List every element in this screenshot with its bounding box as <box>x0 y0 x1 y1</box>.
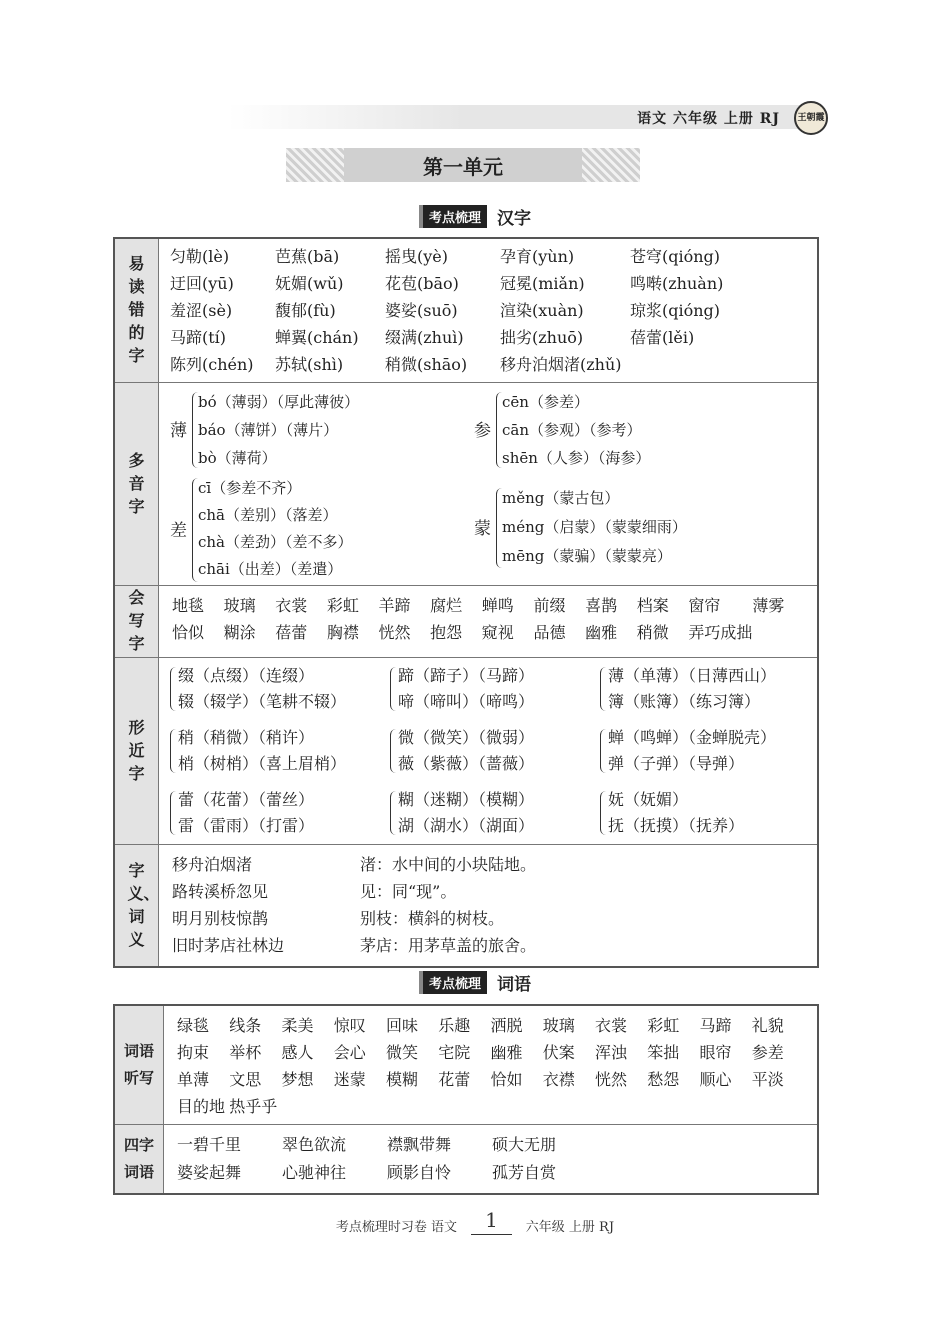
similar-line: 微（微笑）（微弱） <box>398 728 535 747</box>
unit-title-band <box>286 148 640 182</box>
dictation-word: 宅院 <box>438 1043 471 1062</box>
dictation-word <box>752 1094 804 1119</box>
poly-line: shēn（人参）（海参） <box>502 449 651 467</box>
similar-line: 啼（啼叫）（啼鸣） <box>398 692 535 711</box>
misread-item: 琼浆(qióng) <box>630 301 721 320</box>
similar-line: 弹（子弹）（导弹） <box>608 754 745 773</box>
can-write-word: 地毯 <box>172 596 205 615</box>
similar-line: 薇（紫薇）（蔷薇） <box>398 754 535 773</box>
dictation-word <box>282 1094 334 1119</box>
misread-item: 渲染(xuàn) <box>500 301 584 320</box>
misread-item: 婆娑(suō) <box>385 301 458 320</box>
row-idioms <box>114 1125 818 1195</box>
poly-line: cēn（参差） <box>502 393 589 411</box>
brand-seal: 王朝霞 <box>794 101 828 135</box>
dictation-word <box>491 1094 543 1119</box>
similar-line: 雷（雷雨）（打雷） <box>178 816 315 835</box>
similar-line: 辍（辍学）（笔耕不辍） <box>178 692 347 711</box>
similar-grid <box>160 659 816 843</box>
poly-line: mēng（蒙骗）（蒙蒙亮） <box>502 547 672 565</box>
row-polyphonic <box>114 383 818 586</box>
row-label: 易读错的字 <box>128 256 145 365</box>
misread-item: 冠冕(miǎn) <box>500 274 585 293</box>
meaning-text: 渚：水中间的小块陆地。 <box>360 855 537 874</box>
dictation-word: 迷蒙 <box>333 1070 366 1089</box>
dictation-word: 线条 <box>229 1016 262 1035</box>
idiom-word: 翠色欲流 <box>282 1135 347 1154</box>
header-text: 语文 六年级 上册 RJ <box>637 111 780 127</box>
row-can-write <box>114 586 818 658</box>
poly-char: 薄 <box>170 421 187 441</box>
row-easy-misread <box>114 238 818 383</box>
poly-char: 蒙 <box>474 519 491 539</box>
ciyu-table <box>113 1004 819 1195</box>
idiom-word: 顾影自怜 <box>387 1163 452 1182</box>
section-title: 词语 <box>497 975 531 994</box>
poly-line: báo（薄饼）（薄片） <box>198 421 339 439</box>
dictation-word: 绿毯 <box>177 1016 210 1035</box>
page-number: 1 <box>471 1208 512 1235</box>
dictation-word: 微笑 <box>386 1043 419 1062</box>
similar-line: 簿（账簿）（练习簿） <box>608 692 761 711</box>
dictation-word: 愁怨 <box>647 1070 680 1089</box>
poly-line: chā（差别）（落差） <box>198 506 338 524</box>
can-write-word: 腐烂 <box>430 596 463 615</box>
misread-item: 陈列(chén) <box>170 355 254 374</box>
similar-line: 薄（单薄）（日薄西山） <box>608 666 777 685</box>
dictation-grid <box>165 1007 816 1123</box>
similar-line: 稍（稍微）（稍许） <box>178 728 315 747</box>
dictation-word: 目的地 <box>177 1097 226 1116</box>
dictation-word: 礼貌 <box>751 1016 784 1035</box>
can-write-word: 玻璃 <box>223 596 256 615</box>
dictation-word: 衣襟 <box>542 1070 575 1089</box>
dictation-word: 热乎乎 <box>229 1097 278 1116</box>
meaning-text: 别枝：横斜的树枝。 <box>360 909 505 928</box>
misread-item: 马蹄(tí) <box>170 328 227 347</box>
similar-line: 蹄（蹄子）（马蹄） <box>398 666 535 685</box>
misread-item: 苏轼(shì) <box>275 355 344 374</box>
can-write-word: 窥视 <box>481 623 514 642</box>
section-heading-ciyu <box>0 970 950 995</box>
dictation-word: 恍然 <box>595 1070 628 1089</box>
can-write-word: 品德 <box>533 623 566 642</box>
dictation-word: 惊叹 <box>333 1016 366 1035</box>
dictation-word <box>386 1094 438 1119</box>
page-footer <box>0 1208 950 1235</box>
poly-line: bò（薄荷） <box>198 449 277 467</box>
similar-line: 湖（湖水）（湖面） <box>398 816 535 835</box>
hanzi-table <box>113 237 819 968</box>
misread-item: 摇曳(yè) <box>385 247 448 266</box>
row-label: 会写字 <box>128 590 145 653</box>
can-write-word <box>752 620 804 645</box>
can-write-word: 蓓蕾 <box>275 623 308 642</box>
can-write-word: 窗帘 <box>688 596 721 615</box>
unit-title: 第一单元 <box>344 148 582 182</box>
dictation-word: 拘束 <box>177 1043 210 1062</box>
misread-item: 孕育(yùn) <box>500 247 575 266</box>
can-write-word: 前缀 <box>533 596 566 615</box>
misread-grid <box>160 240 816 381</box>
similar-line: 缀（点缀）（连缀） <box>178 666 315 685</box>
misread-item: 馥郁(fù) <box>275 301 336 320</box>
row-label: 词语听写 <box>123 1043 154 1087</box>
idiom-word: 襟飘带舞 <box>387 1135 452 1154</box>
dictation-word: 眼帘 <box>699 1043 732 1062</box>
misread-item: 花苞(bāo) <box>385 274 459 293</box>
section-title: 汉字 <box>497 209 531 228</box>
dictation-word: 伏案 <box>542 1043 575 1062</box>
similar-pair <box>388 787 598 839</box>
dictation-word: 回味 <box>386 1016 419 1035</box>
dictation-word: 平淡 <box>751 1070 784 1089</box>
meaning-text: 见：同“现”。 <box>360 882 457 901</box>
dictation-word: 会心 <box>333 1043 366 1062</box>
idiom-word: 硕大无朋 <box>492 1135 557 1154</box>
similar-line: 梢（树梢）（喜上眉梢） <box>178 754 347 773</box>
dictation-word: 衣裳 <box>595 1016 628 1035</box>
misread-item <box>630 352 780 377</box>
row-meanings <box>114 845 818 968</box>
dictation-word: 花蕾 <box>438 1070 471 1089</box>
similar-pair <box>598 725 808 777</box>
dictation-word: 浑浊 <box>595 1043 628 1062</box>
misread-item: 拙劣(zhuō) <box>500 328 584 347</box>
misread-item: 迂回(yū) <box>170 274 234 293</box>
can-write-word: 衣裳 <box>275 596 308 615</box>
footer-right: 六年级 上册 RJ <box>525 1220 615 1235</box>
can-write-word: 幽雅 <box>585 623 618 642</box>
misread-item: 匀勒(lè) <box>170 247 230 266</box>
similar-pair <box>598 663 808 715</box>
dictation-word: 彩虹 <box>647 1016 680 1035</box>
can-write-word: 薄雾 <box>752 596 785 615</box>
dictation-word <box>647 1094 699 1119</box>
row-label: 四字词语 <box>123 1137 154 1181</box>
misread-item: 缀满(zhuì) <box>385 328 464 347</box>
misread-item: 蝉翼(chán) <box>275 328 359 347</box>
row-label: 多音字 <box>128 452 145 516</box>
row-label: 字义、词义 <box>127 862 160 949</box>
misread-item: 芭蕉(bā) <box>275 247 340 266</box>
dictation-word: 玻璃 <box>542 1016 575 1035</box>
poly-char: 差 <box>170 521 187 541</box>
similar-pair <box>168 663 388 715</box>
similar-pair <box>388 725 598 777</box>
similar-pair <box>168 725 388 777</box>
dictation-word <box>334 1094 386 1119</box>
section-badge: 考点梳理 <box>419 205 487 228</box>
dictation-word: 洒脱 <box>490 1016 523 1035</box>
can-write-word: 喜鹊 <box>585 596 618 615</box>
poem-line: 路转溪桥忽见 <box>172 882 269 901</box>
poem-line: 移舟泊烟渚 <box>172 855 253 874</box>
can-write-word: 羊蹄 <box>378 596 411 615</box>
dictation-word <box>595 1094 647 1119</box>
row-label: 形近字 <box>128 719 145 783</box>
dictation-word: 柔美 <box>281 1016 314 1035</box>
idiom-grid <box>165 1126 816 1192</box>
dictation-word <box>700 1094 752 1119</box>
misread-item: 鸣啭(zhuàn) <box>630 274 724 293</box>
dictation-word: 梦想 <box>281 1070 314 1089</box>
can-write-word: 弄巧成拙 <box>688 623 753 642</box>
poly-line: cān（参观）（参考） <box>502 421 642 439</box>
similar-pair <box>168 787 388 839</box>
page-header <box>228 105 825 129</box>
idiom-word: 心驰神往 <box>282 1163 347 1182</box>
idiom-word: 婆娑起舞 <box>177 1163 242 1182</box>
section-heading-hanzi <box>0 204 950 229</box>
dictation-word: 感人 <box>281 1043 314 1062</box>
similar-line: 蕾（花蕾）（蕾丝） <box>178 790 315 809</box>
can-write-word: 恍然 <box>378 623 411 642</box>
similar-pair <box>388 663 598 715</box>
can-write-word: 蝉鸣 <box>481 596 514 615</box>
dictation-word: 幽雅 <box>490 1043 523 1062</box>
poly-char: 参 <box>474 421 491 441</box>
row-similar <box>114 658 818 845</box>
can-write-grid <box>160 587 816 649</box>
idiom-word: 一碧千里 <box>177 1135 242 1154</box>
misread-item: 稍微(shāo) <box>385 355 468 374</box>
poly-line: chà（差劲）（差不多） <box>198 533 353 551</box>
dictation-word: 乐趣 <box>438 1016 471 1035</box>
similar-line: 抚（抚摸）（抚养） <box>608 816 745 835</box>
dictation-word: 文思 <box>229 1070 262 1089</box>
poem-line: 明月别枝惊鹊 <box>172 909 269 928</box>
dictation-word: 举杯 <box>229 1043 262 1062</box>
can-write-word: 彩虹 <box>326 596 359 615</box>
poem-line: 旧时茅店社林边 <box>172 936 285 955</box>
row-dictation <box>114 1005 818 1125</box>
can-write-word: 恰似 <box>172 623 205 642</box>
dictation-word: 恰如 <box>490 1070 523 1089</box>
polyphonic-area <box>160 384 816 584</box>
can-write-word: 稍微 <box>636 623 669 642</box>
misread-item: 移舟泊烟渚(zhǔ) <box>500 355 622 374</box>
dictation-word <box>543 1094 595 1119</box>
misread-item: 蓓蕾(lěi) <box>630 328 695 347</box>
dictation-word: 马蹄 <box>699 1016 732 1035</box>
can-write-word: 档案 <box>636 596 669 615</box>
misread-item: 羞涩(sè) <box>170 301 233 320</box>
dictation-word: 单薄 <box>177 1070 210 1089</box>
poly-line: bó（薄弱）（厚此薄彼） <box>198 393 360 411</box>
poly-line: méng（启蒙）（蒙蒙细雨） <box>502 518 687 536</box>
poly-line: měng（蒙古包） <box>502 489 620 507</box>
section-badge: 考点梳理 <box>419 971 487 994</box>
dictation-word: 参差 <box>751 1043 784 1062</box>
can-write-word: 抱怨 <box>430 623 463 642</box>
meaning-grid <box>160 846 816 965</box>
dictation-word <box>438 1094 490 1119</box>
meaning-text: 茅店：用茅草盖的旅舍。 <box>360 936 537 955</box>
dictation-word: 模糊 <box>386 1070 419 1089</box>
footer-left: 考点梳理时习卷 语文 <box>335 1220 458 1235</box>
misread-item: 妩媚(wǔ) <box>275 274 344 293</box>
similar-pair <box>598 787 808 839</box>
can-write-word: 胸襟 <box>326 623 359 642</box>
dictation-word: 顺心 <box>699 1070 732 1089</box>
dictation-word: 笨拙 <box>647 1043 680 1062</box>
poly-line: chāi（出差）（差遣） <box>198 560 343 578</box>
idiom-word: 孤芳自赏 <box>492 1163 557 1182</box>
similar-line: 糊（迷糊）（模糊） <box>398 790 535 809</box>
poly-line: cī（参差不齐） <box>198 479 302 497</box>
can-write-word: 糊涂 <box>223 623 256 642</box>
similar-line: 妩（妩媚） <box>608 790 689 809</box>
misread-item: 苍穹(qióng) <box>630 247 721 266</box>
similar-line: 蝉（鸣蝉）（金蝉脱壳） <box>608 728 777 747</box>
